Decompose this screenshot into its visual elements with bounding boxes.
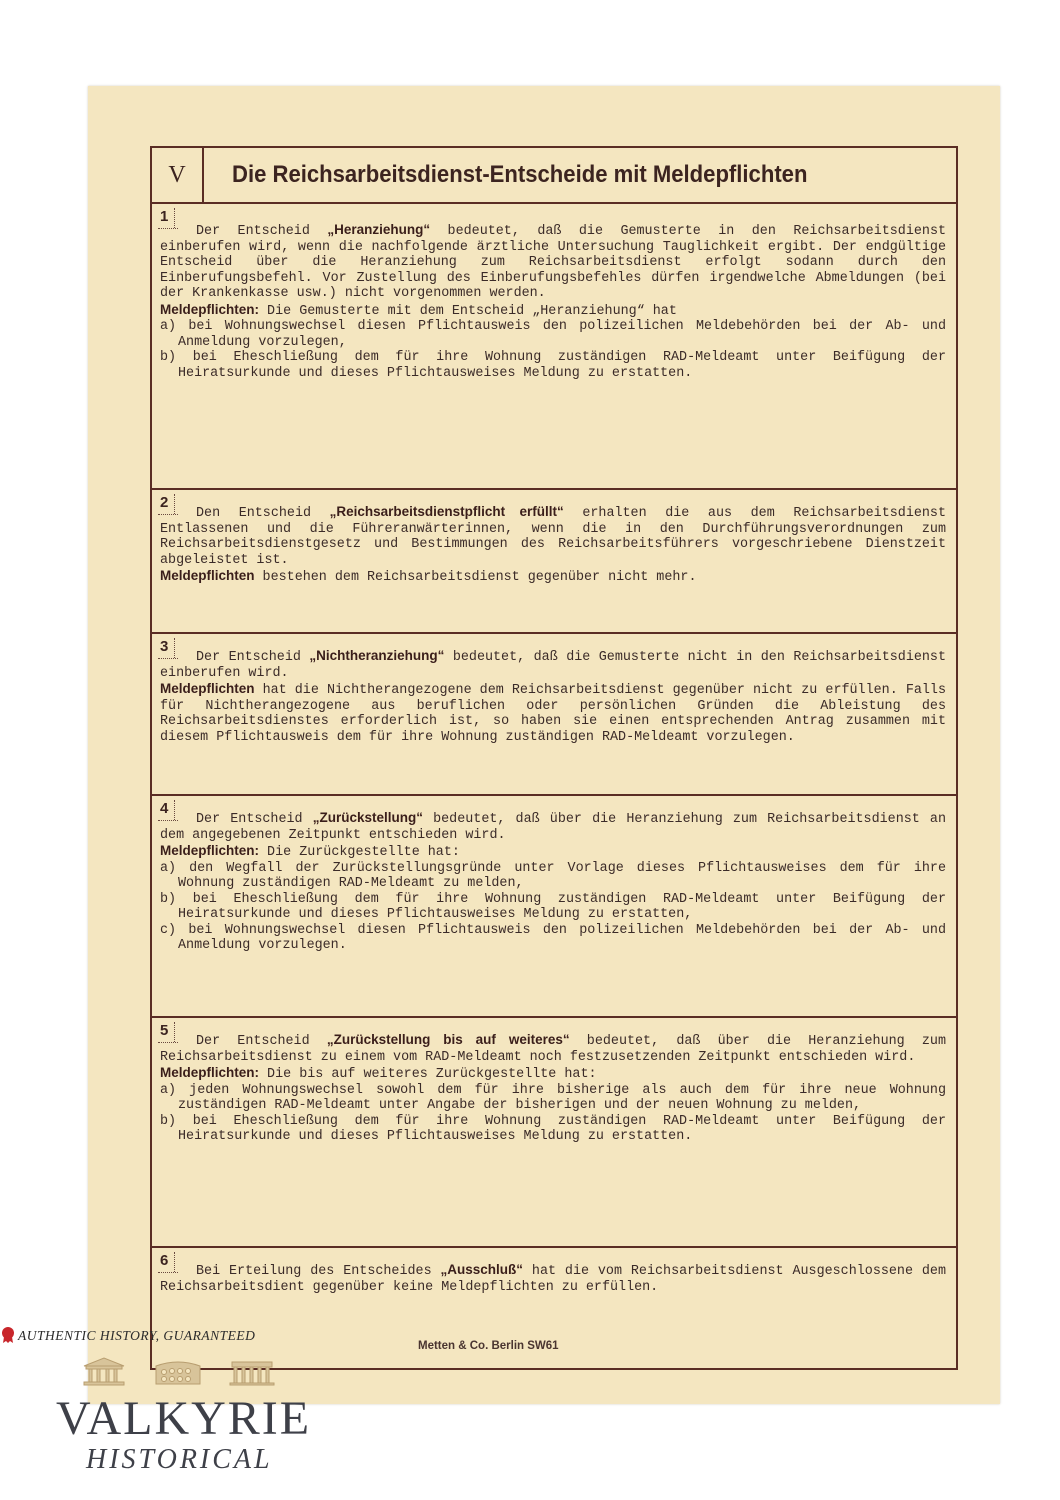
lead-text: bedeutet, daß die Gemusterte nicht in den Reichsarbeitsdienst einberufen wird. <box>160 650 947 681</box>
duty-text: hat die Nichtherangezogene dem Reichsarbeitsdienst gegenüber nicht zu erfüllen. Falls für Nichtherangezogene aus beruflichen oder persönlichen Gründen die Ableistung des Reichsarbeitsdienstes erforderlich ist, so haben sie einen entsprechenden Antrag zusammen mit diesem Pflichtausweis dem für ihre Wohnung zuständigen RAD-Meldeamt vorzulegen. <box>160 683 946 745</box>
lead-text: erhalten die aus dem Reichsarbeitsdienst Entlassenen und die Führeranwärterinnen, wenn die in den Durchführungsverordnungen zum Reichsarbeitsdienstgesetz und Bestimmungen des Reichsarbeitsführers vorgeschriebene Dienstzeit abgeleistet ist. <box>160 506 947 568</box>
printer-imprint: Metten & Co. Berlin SW61 <box>418 1340 559 1352</box>
content-frame <box>150 146 958 1370</box>
duty-text: Die Zurückgestellte hat: <box>259 845 460 860</box>
decision-term: „Heranziehung“ <box>327 222 431 237</box>
lead-text: bedeutet, daß über die Heranziehung zum Reichsarbeitsdienst an dem angegebenen Zeitpunkt entschieden wird. <box>160 812 947 843</box>
decision-term: „Nichtheranziehung“ <box>309 648 445 663</box>
watermark <box>0 1320 360 1500</box>
duty-text: bestehen dem Reichsarbeitsdienst gegenüber nicht mehr. <box>254 570 697 585</box>
section-5 <box>152 1018 956 1248</box>
section-2 <box>152 490 956 634</box>
lead-text: bedeutet, daß über die Heranziehung zum Reichsarbeitsdienst zu einem vom RAD-Meldeamt noch festzusetzenden Zeitpunkt entschieden wird. <box>160 1034 946 1065</box>
section-3 <box>152 634 956 796</box>
colosseum-icon <box>156 1362 200 1384</box>
duty-label: Meldepflichten <box>160 568 255 583</box>
section-number: 3 <box>160 638 169 655</box>
lead-text: bedeutet, daß die Gemusterte in den Reichsarbeitsdienst einberufen wird, wenn die nachfolgende ärztliche Untersuchung Tauglichkeit ergibt. Der endgültige Entscheid über die Heranziehung zum Reichsarbeitsdienst erfolgt sodann durch den Einberufungsbefehl. Vor Zustellung des Einberufungsbefehles dürfen irgendwelche Abmeldungen (bei der Krankenkasse usw.) nicht vorgenommen werden. <box>160 224 947 301</box>
watermark-sub: HISTORICAL <box>86 1444 273 1475</box>
list-item: b) bei Eheschließung dem für ihre Wohnung zuständigen RAD-Meldeamt unter Beifügung der Heiratsurkunde und dieses Pflichtausweises Meldung zu erstatten, <box>160 891 946 922</box>
list-item: a) jeden Wohnungswechsel sowohl dem für ihre bisherige als auch dem für ihre neue Wohnung zuständigen RAD-Meldeamt unter Angabe der bisherigen und der neuen Wohnung zu melden, <box>160 1082 946 1113</box>
section-number: 5 <box>160 1022 169 1039</box>
page-title: Die Reichsarbeitsdienst-Entscheide mit Meldepflichten <box>232 161 808 188</box>
duty-label: Meldepflichten: <box>160 1065 260 1080</box>
lead-text: Der Entscheid <box>196 224 328 239</box>
list-item: a) bei Wohnungswechsel diesen Pflichtausweis den polizeilichen Meldebehörden bei der Ab- und Anmeldung vorzulegen, <box>160 319 946 350</box>
lead-text: hat die vom Reichsarbeitsdienst Ausgeschlossene dem Reichsarbeitsdient gegenüber keine Meldepflichten zu erfüllen. <box>160 1264 946 1295</box>
building-icon <box>84 1358 124 1385</box>
decision-term: „Reichsarbeitsdienstpflicht erfüllt“ <box>329 504 564 519</box>
section-number: 4 <box>160 800 169 817</box>
list-item: c) bei Wohnungswechsel diesen Pflichtausweis den polizeilichen Meldebehörden bei der Ab- und Anmeldung vorzulegen. <box>160 922 946 953</box>
lead-text: Der Entscheid <box>196 1034 327 1049</box>
watermark-brand: VALKYRIE <box>56 1392 312 1445</box>
section-4 <box>152 796 956 1018</box>
duty-label: Meldepflichten <box>160 681 255 696</box>
header-row <box>152 148 956 204</box>
duty-text: Die Gemusterte mit dem Entscheid „Heranziehung“ hat <box>259 303 677 319</box>
section-1 <box>152 204 956 490</box>
list-item: b) bei Eheschließung dem für ihre Wohnung zuständigen RAD-Meldeamt unter Beifügung der Heiratsurkunde und dieses Pflichtausweises Meldung zu erstatten. <box>160 350 946 381</box>
decision-term: „Zurückstellung bis auf weiteres“ <box>326 1032 570 1047</box>
document-card <box>88 86 1000 1404</box>
list-item: b) bei Eheschließung dem für ihre Wohnung zuständigen RAD-Meldeamt unter Beifügung der Heiratsurkunde und dieses Pflichtausweises Meldung zu erstatten. <box>160 1113 946 1144</box>
duty-label: Meldepflichten: <box>160 843 260 858</box>
decision-term: „Ausschluß“ <box>440 1262 524 1277</box>
seal-badge-icon <box>0 1326 16 1344</box>
landmark-icons <box>80 1356 280 1386</box>
section-number: 1 <box>160 208 169 225</box>
lead-text: Den Entscheid <box>196 506 330 521</box>
list-item: a) den Wegfall der Zurückstellungsgründe unter Vorlage dieses Pflichtausweises dem für ihre Wohnung zuständigen RAD-Meldeamt zu melden, <box>160 860 946 891</box>
watermark-tagline: AUTHENTIC HISTORY, GUARANTEED <box>18 1328 256 1343</box>
lead-text: Bei Erteilung des Entscheides <box>196 1264 441 1279</box>
duty-text: Die bis auf weiteres Zurückgestellte hat: <box>259 1067 597 1082</box>
duty-label: Meldepflichten: <box>160 301 260 317</box>
section-number: 6 <box>160 1252 169 1269</box>
section-roman-number: V <box>152 148 204 202</box>
section-number: 2 <box>160 494 169 511</box>
lead-text: Der Entscheid <box>196 650 310 665</box>
lead-text: Der Entscheid <box>196 812 313 827</box>
gate-icon <box>230 1362 274 1385</box>
decision-term: „Zurückstellung“ <box>312 810 423 825</box>
